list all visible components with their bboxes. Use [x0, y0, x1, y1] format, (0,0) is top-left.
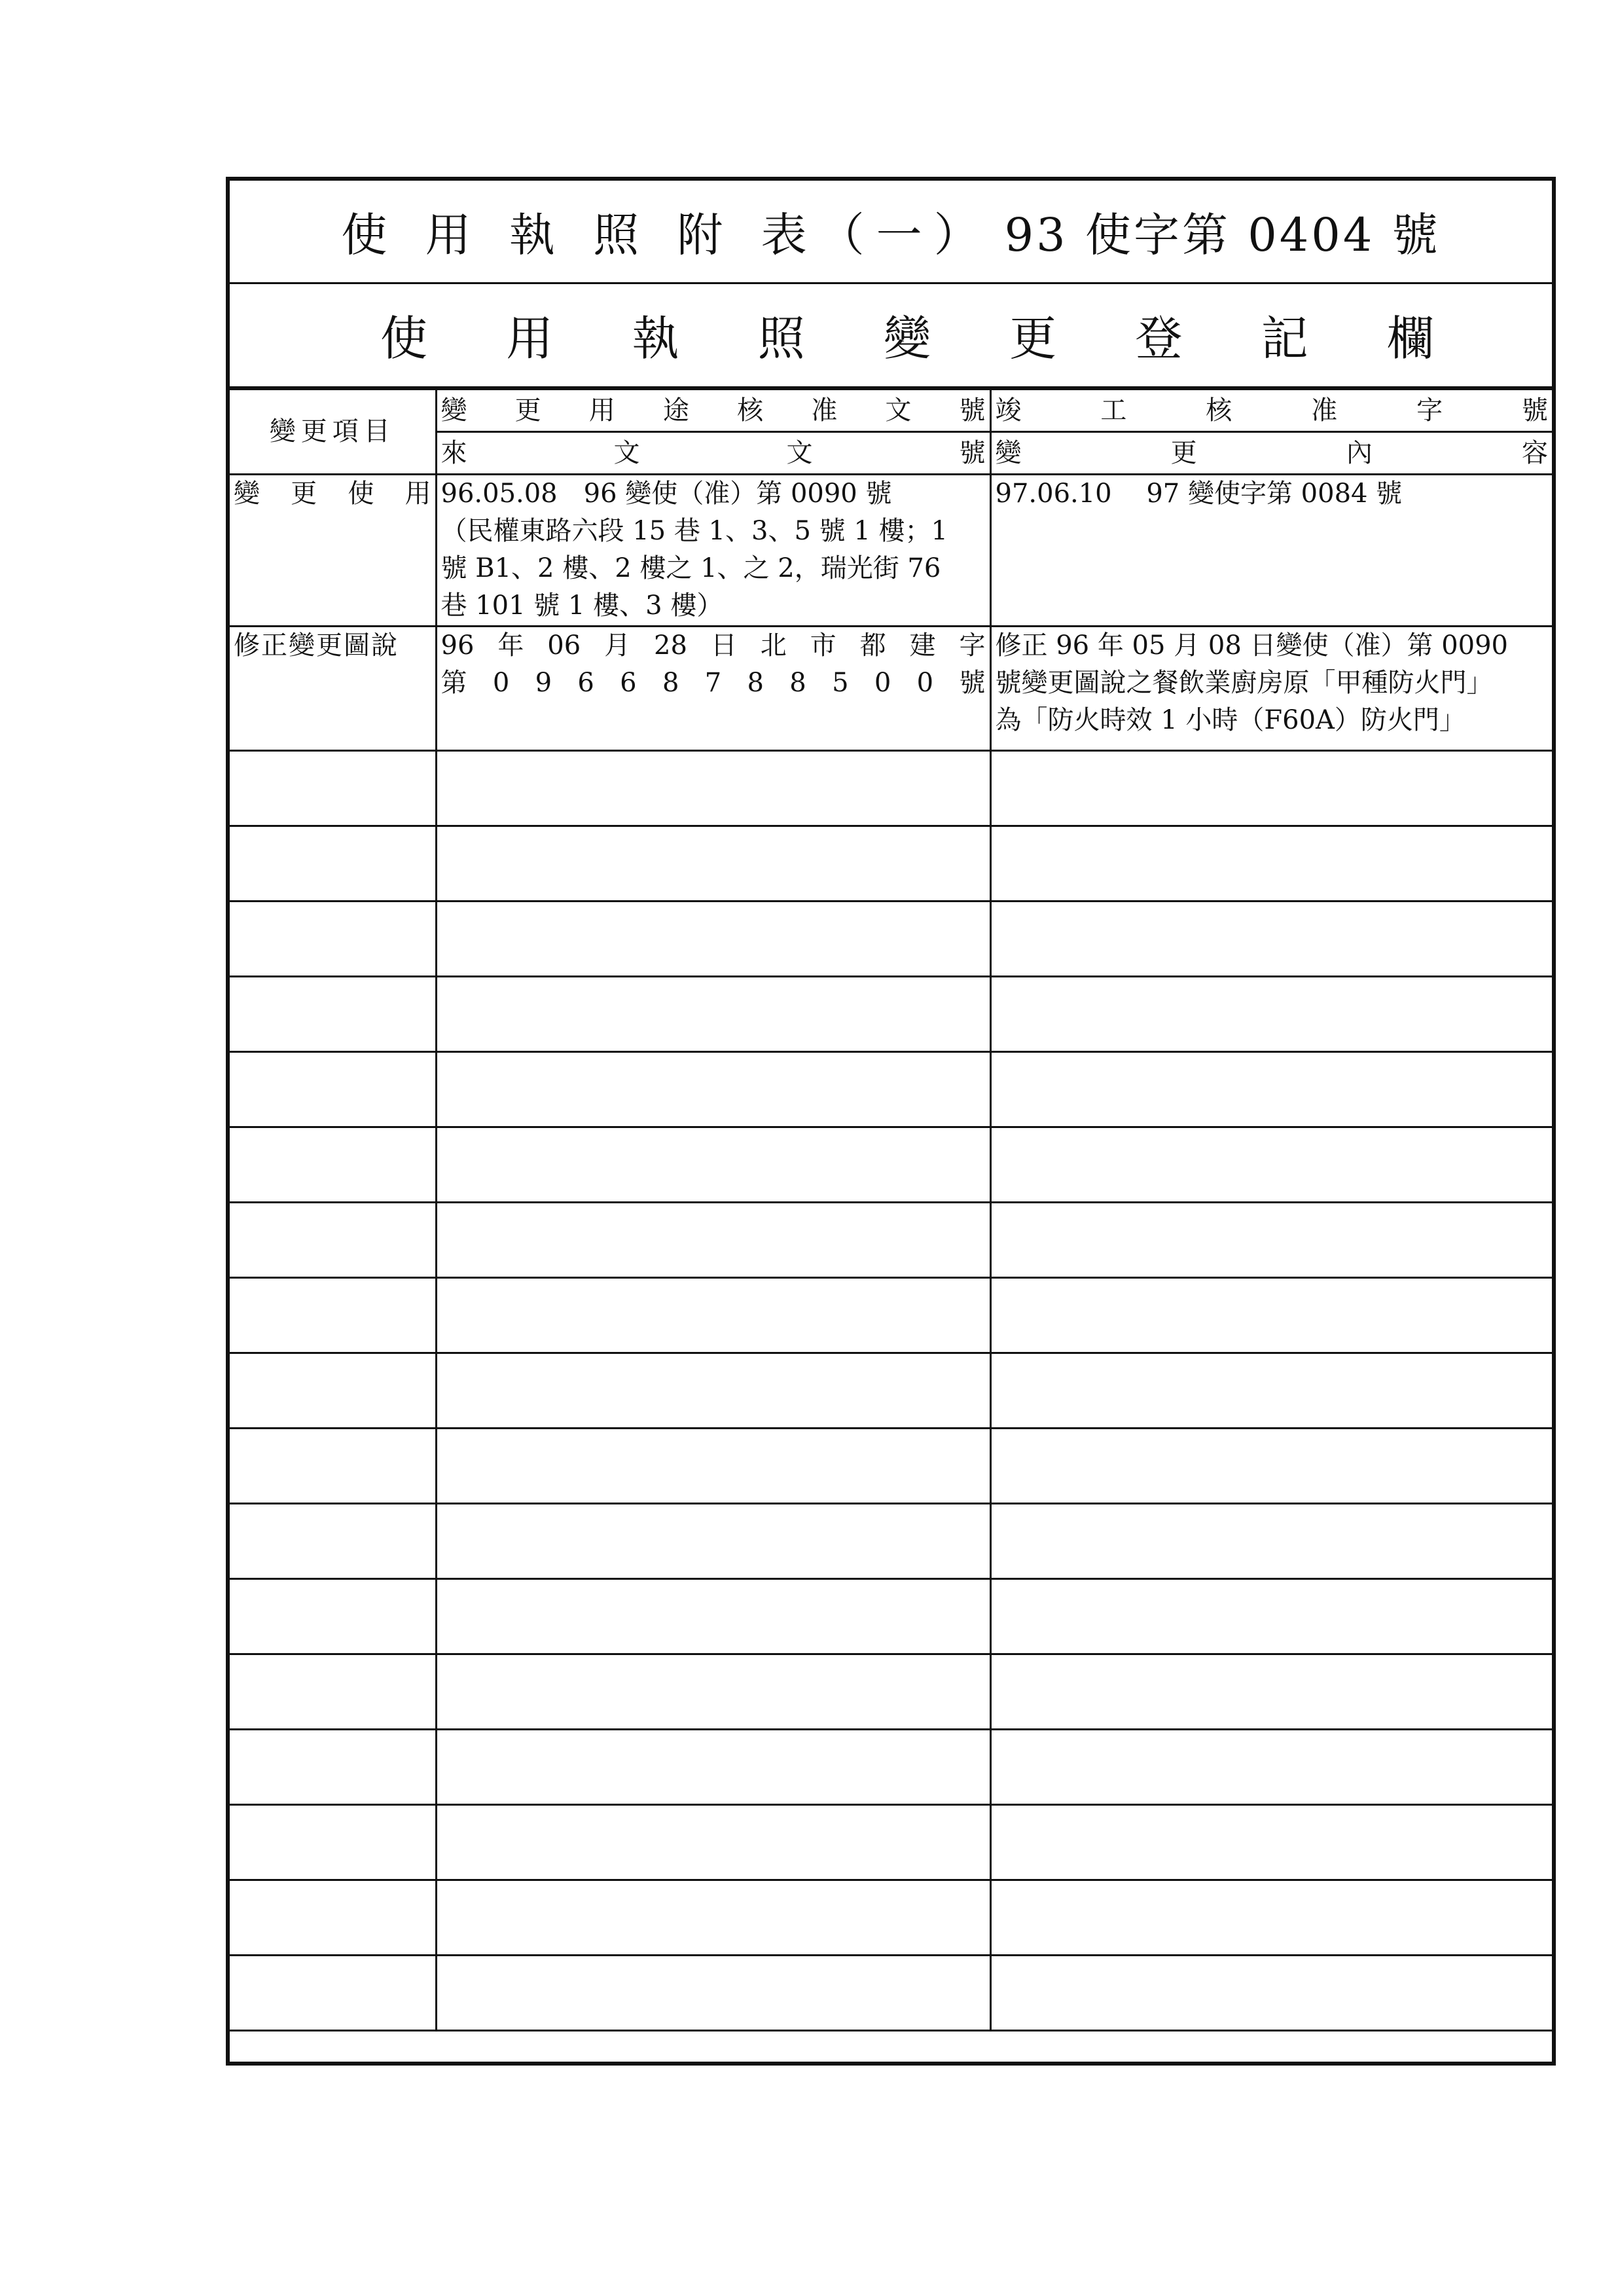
blank-row — [230, 1654, 1552, 1730]
blank-cell — [990, 902, 1552, 977]
cell-line: （民權東路六段 15 巷 1、3、5 號 1 樓；1 — [440, 516, 948, 546]
cell-line: 97.06.10 97 變使字第 0084 號 — [995, 479, 1403, 509]
blank-cell — [230, 1805, 436, 1880]
blank-cell — [990, 1579, 1552, 1654]
blank-cell — [436, 751, 990, 826]
blank-cell — [436, 1278, 990, 1353]
change-content-cell — [990, 627, 1552, 751]
heading-char: 登 — [1135, 310, 1183, 366]
blank-cell — [990, 1127, 1552, 1203]
blank-row — [230, 1278, 1552, 1353]
blank-cell — [436, 1127, 990, 1203]
blank-cell — [436, 902, 990, 977]
header-char: 途 — [662, 395, 689, 426]
blank-cell — [436, 1805, 990, 1880]
cell-line: 為「防火時效 1 小時（F60A）防火門」 — [995, 705, 1465, 735]
change-content-header — [990, 432, 1552, 475]
blank-cell — [990, 1052, 1552, 1127]
header-char: 工 — [1100, 395, 1127, 426]
permit-sheet — [226, 177, 1556, 2066]
title-prefix: 使 用 執 照 附 表（一） — [341, 208, 992, 262]
approval-doc-cell — [436, 475, 990, 627]
blank-row — [230, 1429, 1552, 1504]
heading-char: 變 — [883, 310, 931, 366]
header-char: 變 — [440, 395, 467, 426]
heading-char: 用 — [506, 310, 554, 366]
cell-line: 96 年 06 月 28 日 北 市 都 建 字 — [440, 630, 986, 661]
header-char: 號 — [959, 395, 986, 426]
incoming-doc-number-header — [436, 432, 990, 475]
blank-cell — [230, 1353, 436, 1429]
header-char: 變 — [995, 437, 1022, 468]
blank-cell — [230, 1880, 436, 1956]
blank-cell — [990, 751, 1552, 826]
blank-cell — [990, 977, 1552, 1052]
blank-cell — [436, 1203, 990, 1278]
blank-cell — [230, 1278, 436, 1353]
header-char: 文 — [885, 395, 912, 426]
cell-line: 號變更圖說之餐飲業廚房原「甲種防火門」 — [995, 668, 1493, 698]
heading-char: 記 — [1261, 310, 1308, 366]
header-char: 內 — [1346, 437, 1373, 468]
header-char: 號 — [959, 437, 986, 468]
blank-cell — [436, 1504, 990, 1579]
blank-cell — [230, 1956, 436, 2031]
blank-cell — [230, 751, 436, 826]
blank-cell — [990, 1278, 1552, 1353]
change-item-header: 變更項目 — [230, 390, 436, 475]
item-char: 用 — [404, 479, 431, 509]
blank-cell — [990, 1880, 1552, 1956]
blank-cell — [230, 1052, 436, 1127]
heading-char: 照 — [757, 310, 805, 366]
blank-row — [230, 977, 1552, 1052]
blank-cell — [990, 1956, 1552, 2031]
blank-cell — [436, 1429, 990, 1504]
completion-doc-cell — [990, 475, 1552, 627]
blank-cell — [436, 1880, 990, 1956]
incoming-doc-cell — [436, 627, 990, 751]
blank-cell — [230, 977, 436, 1052]
completion-approval-number-header — [990, 390, 1552, 432]
blank-row — [230, 1353, 1552, 1429]
heading-char: 更 — [1009, 310, 1057, 366]
blank-cell — [230, 902, 436, 977]
blank-row — [230, 1956, 1552, 2031]
change-item-cell — [230, 475, 436, 627]
blank-row — [230, 1504, 1552, 1579]
heading-char: 欄 — [1386, 310, 1434, 366]
blank-cell — [990, 1353, 1552, 1429]
cell-line: 修正 96 年 05 月 08 日變使（准）第 0090 — [995, 630, 1508, 661]
header-char: 更 — [1170, 437, 1197, 468]
header-char: 號 — [1521, 395, 1548, 426]
table-row — [230, 627, 1552, 751]
header-char: 文 — [613, 437, 640, 468]
blank-cell — [990, 1730, 1552, 1805]
section-heading — [230, 282, 1552, 388]
blank-row — [230, 1579, 1552, 1654]
heading-char: 執 — [632, 310, 679, 366]
header-char: 核 — [737, 395, 764, 426]
blank-cell — [990, 826, 1552, 902]
blank-row — [230, 1127, 1552, 1203]
header-char: 准 — [811, 395, 838, 426]
blank-cell — [990, 1654, 1552, 1730]
blank-cell — [230, 1429, 436, 1504]
blank-cell — [436, 1353, 990, 1429]
header-char: 用 — [588, 395, 615, 426]
blank-cell — [990, 1429, 1552, 1504]
item-char: 變 — [234, 479, 260, 509]
header-char: 核 — [1206, 395, 1232, 426]
header-char: 准 — [1311, 395, 1338, 426]
blank-cell — [230, 1654, 436, 1730]
cell-line: 號 B1、2 樓、2 樓之 1、之 2，瑞光街 76 — [440, 553, 941, 583]
blank-cell — [990, 1504, 1552, 1579]
blank-cell — [436, 1579, 990, 1654]
blank-cell — [230, 1730, 436, 1805]
cell-line: 96.05.08 96 變使（准）第 0090 號 — [440, 479, 892, 509]
blank-cell — [230, 826, 436, 902]
header-row-top — [230, 390, 1552, 432]
title-number: 93 使字第 0404 號 — [1004, 208, 1441, 262]
heading-char: 使 — [380, 310, 428, 366]
blank-row — [230, 1805, 1552, 1880]
blank-row — [230, 751, 1552, 826]
blank-cell — [230, 1504, 436, 1579]
blank-cell — [436, 1052, 990, 1127]
blank-cell — [436, 1654, 990, 1730]
blank-row — [230, 1203, 1552, 1278]
table-row — [230, 475, 1552, 627]
header-char: 來 — [440, 437, 467, 468]
header-char: 容 — [1521, 437, 1548, 468]
blank-cell — [990, 1203, 1552, 1278]
blank-cell — [436, 1956, 990, 2031]
blank-cell — [230, 1579, 436, 1654]
document-title — [230, 181, 1552, 284]
blank-cell — [436, 826, 990, 902]
blank-cell — [436, 977, 990, 1052]
blank-cell — [990, 1805, 1552, 1880]
header-char: 更 — [514, 395, 541, 426]
approval-doc-number-header — [436, 390, 990, 432]
header-char: 字 — [1416, 395, 1443, 426]
blank-cell — [436, 1730, 990, 1805]
blank-row — [230, 1880, 1552, 1956]
blank-row — [230, 902, 1552, 977]
blank-cell — [230, 1127, 436, 1203]
blank-row — [230, 1052, 1552, 1127]
change-item-cell: 修正變更圖說 — [230, 627, 436, 751]
cell-line: 第 0 9 6 6 8 7 8 8 5 0 0 號 — [440, 668, 986, 698]
blank-row — [230, 1730, 1552, 1805]
cell-line: 巷 101 號 1 樓、3 樓） — [440, 591, 723, 621]
header-char: 文 — [786, 437, 813, 468]
change-register-table — [230, 388, 1552, 2032]
blank-cell — [230, 1203, 436, 1278]
blank-row — [230, 826, 1552, 902]
item-char: 更 — [291, 479, 317, 509]
item-char: 使 — [348, 479, 374, 509]
header-char: 竣 — [995, 395, 1022, 426]
